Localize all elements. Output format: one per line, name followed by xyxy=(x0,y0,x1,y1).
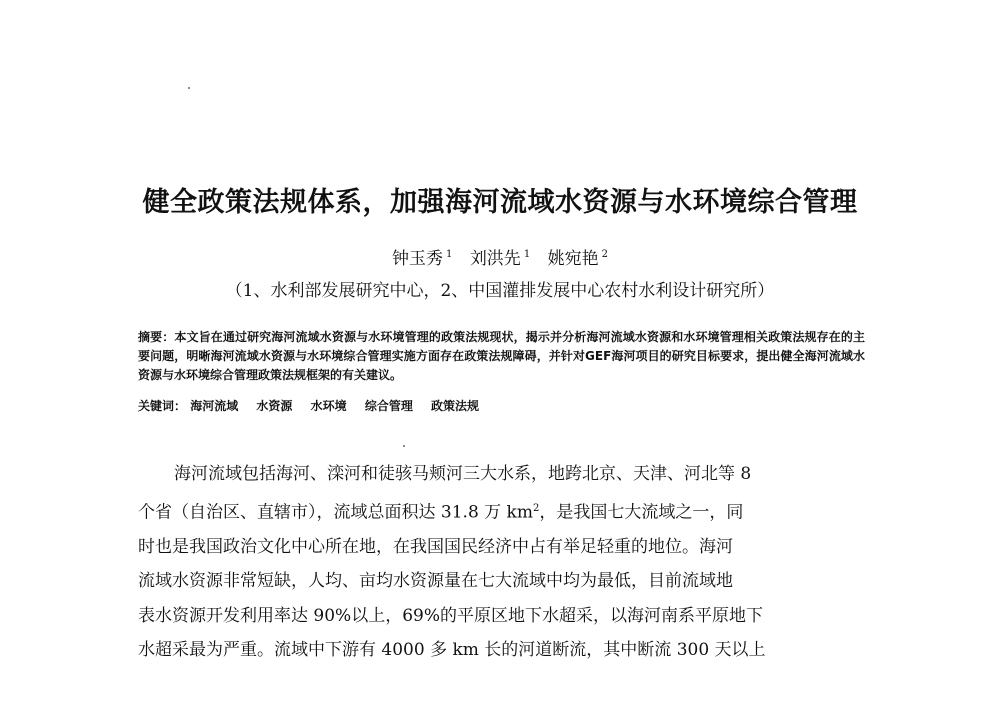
abstract-text: 本文旨在通过研究海河流域水资源与水环境管理的政策法规现状，揭示并分析海河流域水资源和水环境管理相关政策法规存在的主要问题，明晰海河流域水资源与水环境综合管理实施方面存在政策法规障碍，并针对GEF海河项目的研究目标要求，提出健全海河流域水资源与水环境综合管理政策法规框架的有关建议。 xyxy=(138,330,865,382)
author: 姚宛艳 $^2$ xyxy=(547,249,608,269)
superscript: 2 xyxy=(532,502,540,514)
body-line: 表水资源开发利用率达 90%以上，69%的平原区地下水超采，以海河南系平原地下 xyxy=(138,605,763,626)
keywords xyxy=(138,397,493,414)
author-list xyxy=(0,244,1000,269)
keywords-label: 关键词： xyxy=(138,399,187,413)
keyword: 水资源 xyxy=(256,399,293,413)
body-line: 水超采最为严重。流域中下游有 4000 多 km 长的河道断流，其中断流 300 天以上 xyxy=(138,640,766,661)
affiliation-marker: 2 xyxy=(601,249,608,261)
scan-speck xyxy=(188,87,190,89)
scan-speck xyxy=(403,445,405,447)
abstract-label: 摘要： xyxy=(138,330,175,344)
affiliation-marker: 1 xyxy=(523,249,531,261)
paper-title: 健全政策法规体系，加强海河流域水资源与水环境综合管理 xyxy=(142,187,858,218)
keyword: 综合管理 xyxy=(364,399,413,413)
body-line: 个省（自治区、直辖市），流域总面积达 31.8 万 $km^2$，是我国七大流域之一，同 xyxy=(138,502,744,523)
body-paragraph xyxy=(138,457,862,668)
keyword: 海河流域 xyxy=(190,399,239,413)
body-line: 海河流域包括海河、滦河和徒骇马颊河三大水系，地跨北京、天津、河北等 8 xyxy=(174,464,752,484)
body-line: 时也是我国政治文化中心所在地，在我国国民经济中占有举足轻重的地位。海河 xyxy=(138,536,733,557)
abstract xyxy=(138,328,865,385)
author: 钟玉秀 $^1$ xyxy=(392,249,453,269)
affiliation-line: （1、水利部发展研究中心，2、中国灌排发展中心农村水利设计研究所） xyxy=(225,281,775,301)
author: 刘洪先 $^1$ xyxy=(469,249,531,269)
keyword: 政策法规 xyxy=(431,399,480,413)
affiliation-marker: 1 xyxy=(446,249,453,261)
body-line: 流域水资源非常短缺，人均、亩均水资源量在七大流域中均为最低，目前流域地 xyxy=(138,571,733,592)
keyword: 水环境 xyxy=(310,399,347,413)
